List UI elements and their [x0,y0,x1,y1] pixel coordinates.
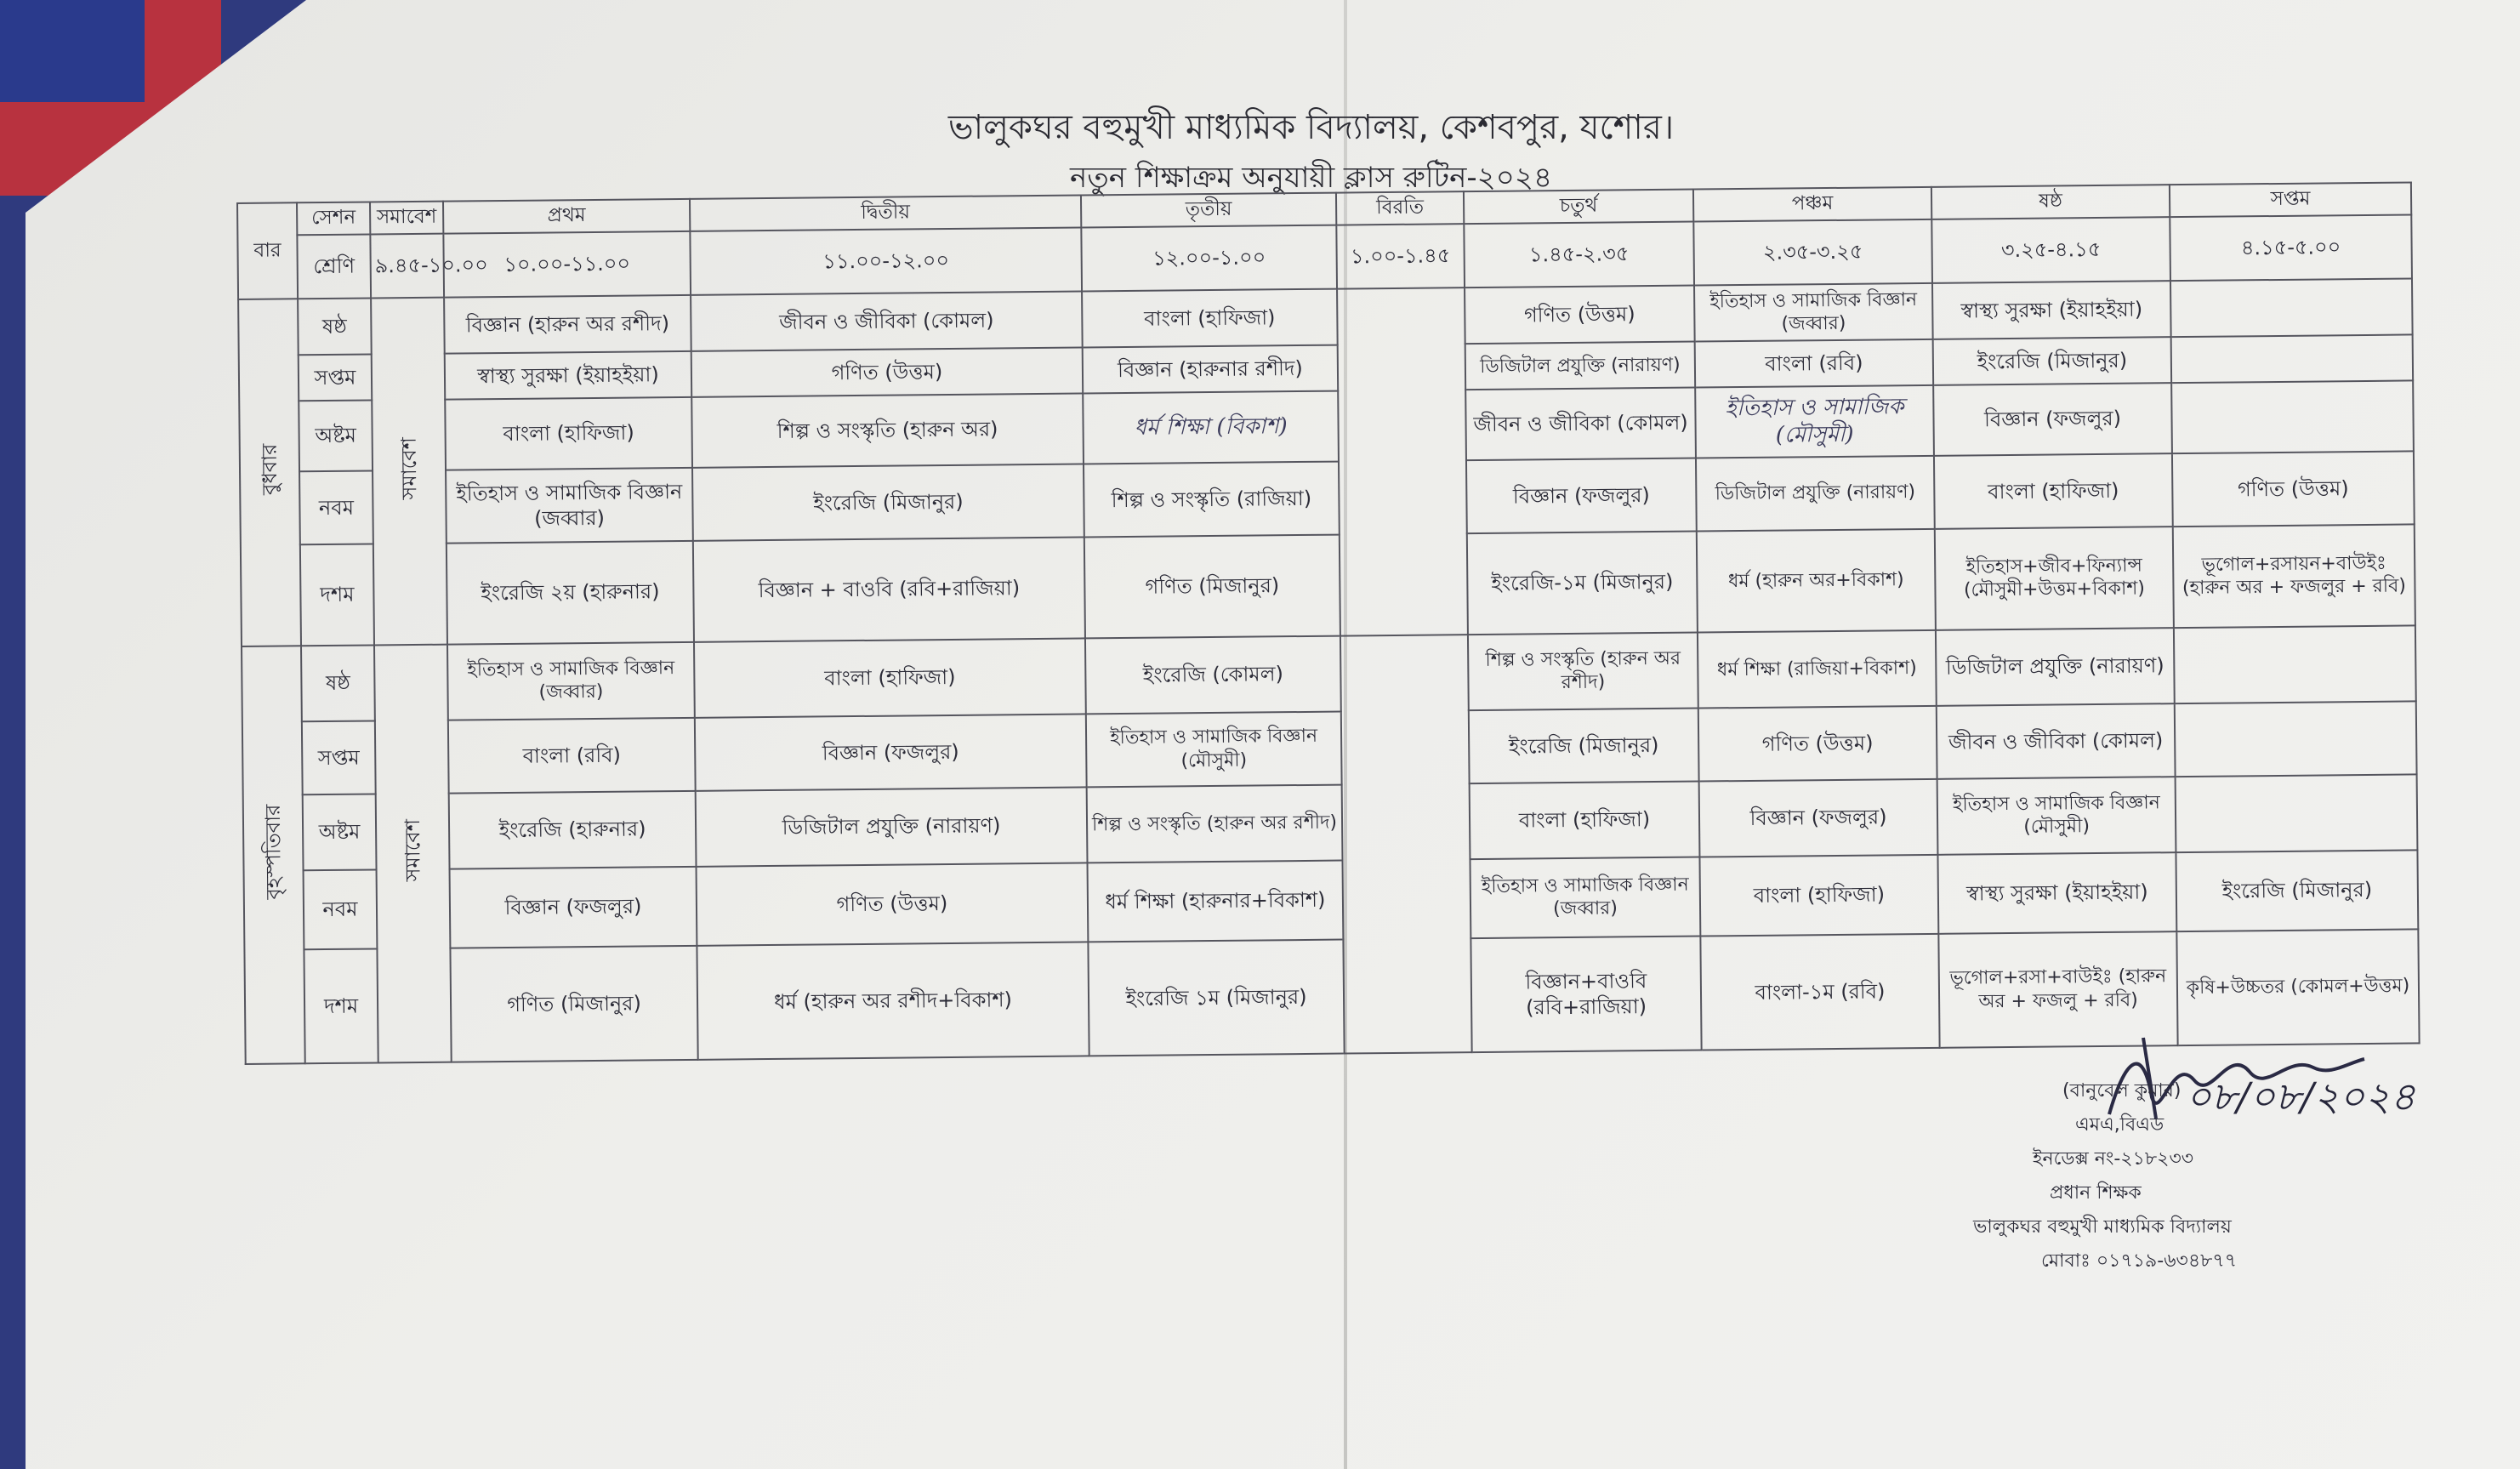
signatory-mobile: মোবাঃ ০১৭১৯-৬৩৪৮৭৭ [2041,1250,2238,1272]
period-cell: বাংলা (হাফিজা) [1699,855,1938,937]
session-header: সেশন [297,202,370,234]
period-cell: বিজ্ঞান (হারুনার রশীদ) [1083,345,1339,394]
period-cell: গণিত (মিজানুর) [1084,535,1340,639]
day-label: বুধবার [257,443,282,496]
period-cell: বাংলা (রবি) [1695,339,1934,388]
period-cell: ইতিহাস ও সামাজিক বিজ্ঞান (জব্বার) [1694,283,1933,342]
period-cell: ইতিহাস+জীব+ফিন্যান্স (মৌসুমী+উত্তম+বিকাশ) [1935,527,2174,630]
period-7-header: সপ্তম [2170,182,2411,216]
period-cell: ইংরেজি (মিজানুর) [692,464,1084,541]
period-cell: ভূগোল+রসায়ন+বাউইঃ (হারুন অর + ফজলুর + রবি) [2173,524,2415,628]
period-cell: বিজ্ঞান (ফজলুর) [1466,458,1697,533]
break-time: ১.০০-১.৪৫ [1336,224,1465,289]
period-cell: বিজ্ঞান (ফজলুর) [450,867,697,948]
class-cell: সপ্তম [302,720,376,794]
period-cell: বাংলা (হাফিজা) [694,638,1086,717]
period-5-header: পঞ্চম [1693,187,1931,221]
period-cell: ইংরেজি-১ম (মিজানুর) [1467,532,1698,635]
period-cell: গণিত (উত্তম) [697,863,1089,945]
period-cell: বাংলা (হাফিজা) [1934,453,2173,529]
school-title: ভালুকঘর বহুমুখী মাধ্যমিক বিদ্যালয়, কেশবপুর, যশোর। [947,108,1675,147]
period-cell: ইংরেজি (হারুনার) [449,791,697,868]
period-cell: শিল্প ও সংস্কৃতি (হারুন অর রশীদ) [1087,785,1343,863]
class-header: শ্রেণি [297,234,371,299]
assembly-label: সমাবেশ [400,819,425,882]
period-cell [2171,335,2414,384]
period-cell [2175,701,2417,777]
assembly-cell [371,298,447,645]
period-2-time: ১১.০০-১২.০০ [690,227,1082,295]
period-cell: স্বাস্থ্য সুরক্ষা (ইয়াহইয়া) [445,351,692,400]
period-cell: শিল্প ও সংস্কৃতি (হারুন অর) [691,394,1084,468]
period-cell: স্বাস্থ্য সুরক্ষা (ইয়াহইয়া) [1932,281,2171,339]
period-cell: বাংলা (হাফিজা) [1082,289,1338,348]
class-cell: ষষ্ঠ [298,299,372,356]
period-cell [2170,279,2413,338]
period-cell: গণিত (উত্তম) [1698,705,1937,781]
class-cell: নবম [299,470,373,544]
class-routine-table [236,181,2420,1065]
break-cell [1337,288,1468,635]
period-cell: ইতিহাস ও সামাজিক বিজ্ঞান (জব্বার) [1470,857,1700,938]
period-cell [2174,625,2416,703]
day-cell [242,646,305,1064]
period-cell: বিজ্ঞান (ফজলুর) [1933,383,2172,455]
period-cell: ইতিহাস ও সামাজিক বিজ্ঞান (জব্বার) [447,642,695,720]
period-cell: ইংরেজি (কোমল) [1085,636,1341,715]
period-cell: বাংলা-১ম (রবি) [1700,934,1939,1051]
period-cell: কৃষি+উচ্চতর (কোমল+উত্তম) [2176,929,2419,1045]
period-cell: বাংলা (হাফিজা) [1470,782,1700,859]
period-cell: গণিত (উত্তম) [691,348,1083,397]
class-cell: অষ্টম [303,794,377,870]
period-1-header: প্রথম [443,199,690,233]
signatory-name: (বানুবেল কুমার) [2062,1080,2182,1102]
assembly-label: সমাবেশ [396,436,422,500]
period-4-header: চতুর্থ [1464,190,1693,224]
period-cell: বাংলা (রবি) [448,717,696,793]
period-cell: ডিজিটাল প্রযুক্তি (নারায়ণ) [1696,455,1935,531]
signatory-designation: প্রধান শিক্ষক [2050,1182,2142,1204]
period-cell: ধর্ম শিক্ষা (হারুনার+বিকাশ) [1087,860,1343,942]
period-cell: ধর্ম (হারুন অর+বিকাশ) [1697,529,1936,633]
period-cell [2171,381,2414,453]
period-cell: ইংরেজি (মিজানুর) [1933,337,2172,385]
break-header: বিরতি [1336,191,1464,225]
period-1-time: ১০.০০-১১.০০ [443,231,691,297]
period-cell: বিজ্ঞান (ফজলুর) [1699,779,1938,857]
period-cell: ডিজিটাল প্রযুক্তি (নারায়ণ) [696,788,1088,867]
period-cell: ইতিহাস ও সামাজিক বিজ্ঞান (মৌসুমী) [1086,711,1342,787]
period-cell: ইংরেজি ১ম (মিজানুর) [1088,939,1344,1056]
signatory-index: ইনডেক্স নং-২১৮২৩৩ [2033,1148,2194,1170]
period-7-time: ৪.১৫-৫.০০ [2170,214,2412,281]
period-2-header: দ্বিতীয় [690,195,1081,231]
period-cell: জীবন ও জীবিকা (কোমল) [1937,703,2176,779]
period-6-header: ষষ্ঠ [1931,185,2170,219]
period-4-time: ১.৪৫-২.৩৫ [1464,221,1694,288]
period-cell: ইতিহাস ও সামাজিক বিজ্ঞান (জব্বার) [446,467,693,543]
day-header: বার [237,202,298,299]
day-label: বৃহস্পতিবার [260,804,286,900]
period-cell: গণিত (উত্তম) [2172,451,2415,527]
signatory-degree: এমএ,বিএড [2075,1114,2164,1136]
class-cell: দশম [300,544,374,646]
period-cell: ধর্ম (হারুন অর রশীদ+বিকাশ) [697,942,1089,1060]
period-cell: ইতিহাস ও সামাজিক বিজ্ঞান (মৌসুমী) [1937,777,2176,854]
period-cell [2176,775,2418,852]
period-5-time: ২.৩৫-৩.২৫ [1693,219,1932,285]
class-cell: অষ্টম [299,401,373,471]
period-cell: শিল্প ও সংস্কৃতি (রাজিয়া) [1084,461,1340,537]
class-cell: সপ্তম [299,355,373,401]
class-cell: ষষ্ঠ [301,645,375,720]
period-cell: ইংরেজি (মিজানুর) [1469,708,1699,783]
period-6-time: ৩.২৫-৪.১৫ [1931,217,2170,283]
class-cell: দশম [304,948,378,1063]
period-cell: ইংরেজি ২য় (হারুনার) [447,541,694,645]
period-cell: বিজ্ঞান (হারুন অর রশীদ) [444,295,691,354]
period-cell: গণিত (মিজানুর) [450,946,697,1062]
assembly-cell [374,645,452,1063]
break-cell [1340,635,1472,1053]
period-cell: ধর্ম শিক্ষা (রাজিয়া+বিকাশ) [1698,630,1937,708]
routine-title: নতুন শিক্ষাক্রম অনুযায়ী ক্লাস রুটিন-২০২৪ [1069,161,1553,195]
period-cell: বিজ্ঞান+বাওবি (রবি+রাজিয়া) [1470,936,1701,1052]
period-cell: বাংলা (হাফিজা) [445,397,692,470]
period-cell: ইতিহাস ও সামাজিক (মৌসুমী) [1695,385,1934,458]
period-cell: জীবন ও জীবিকা (কোমল) [1465,388,1696,460]
period-cell: ধর্ম শিক্ষা (বিকাশ) [1083,391,1339,464]
period-cell: জীবন ও জীবিকা (কোমল) [691,292,1083,351]
period-cell: বিজ্ঞান + বাওবি (রবি+রাজিয়া) [693,537,1085,641]
period-cell: বিজ্ঞান (ফজলুর) [695,714,1087,791]
period-cell: ইংরেজি (মিজানুর) [2176,850,2418,931]
assembly-time: ৯.৪৫-১০.০০ [370,233,444,299]
period-cell: ডিজিটাল প্রযুক্তি (নারায়ণ) [1465,342,1696,390]
class-cell: নবম [304,869,378,949]
period-cell: ডিজিটাল প্রযুক্তি (নারায়ণ) [1936,628,2175,705]
period-3-header: তৃতীয় [1081,193,1336,227]
period-cell: গণিত (উত্তম) [1465,286,1695,344]
period-cell: স্বাস্থ্য সুরক্ষা (ইয়াহইয়া) [1937,852,2176,934]
signature-date: ০৮/০৮/২০২৪ [2186,1073,2416,1119]
period-cell: শিল্প ও সংস্কৃতি (হারুন অর রশীদ) [1468,633,1698,710]
assembly-header: সমাবেশ [370,202,443,234]
background-cloth-blue [0,0,145,102]
day-cell [238,299,301,646]
period-cell: ভূগোল+রসা+বাউইঃ (হারুন অর + ফজলু + রবি) [1938,931,2177,1048]
period-3-time: ১২.০০-১.০০ [1081,225,1337,292]
signatory-school: ভালুকঘর বহুমুখী মাধ্যমিক বিদ্যালয় [1973,1216,2232,1238]
